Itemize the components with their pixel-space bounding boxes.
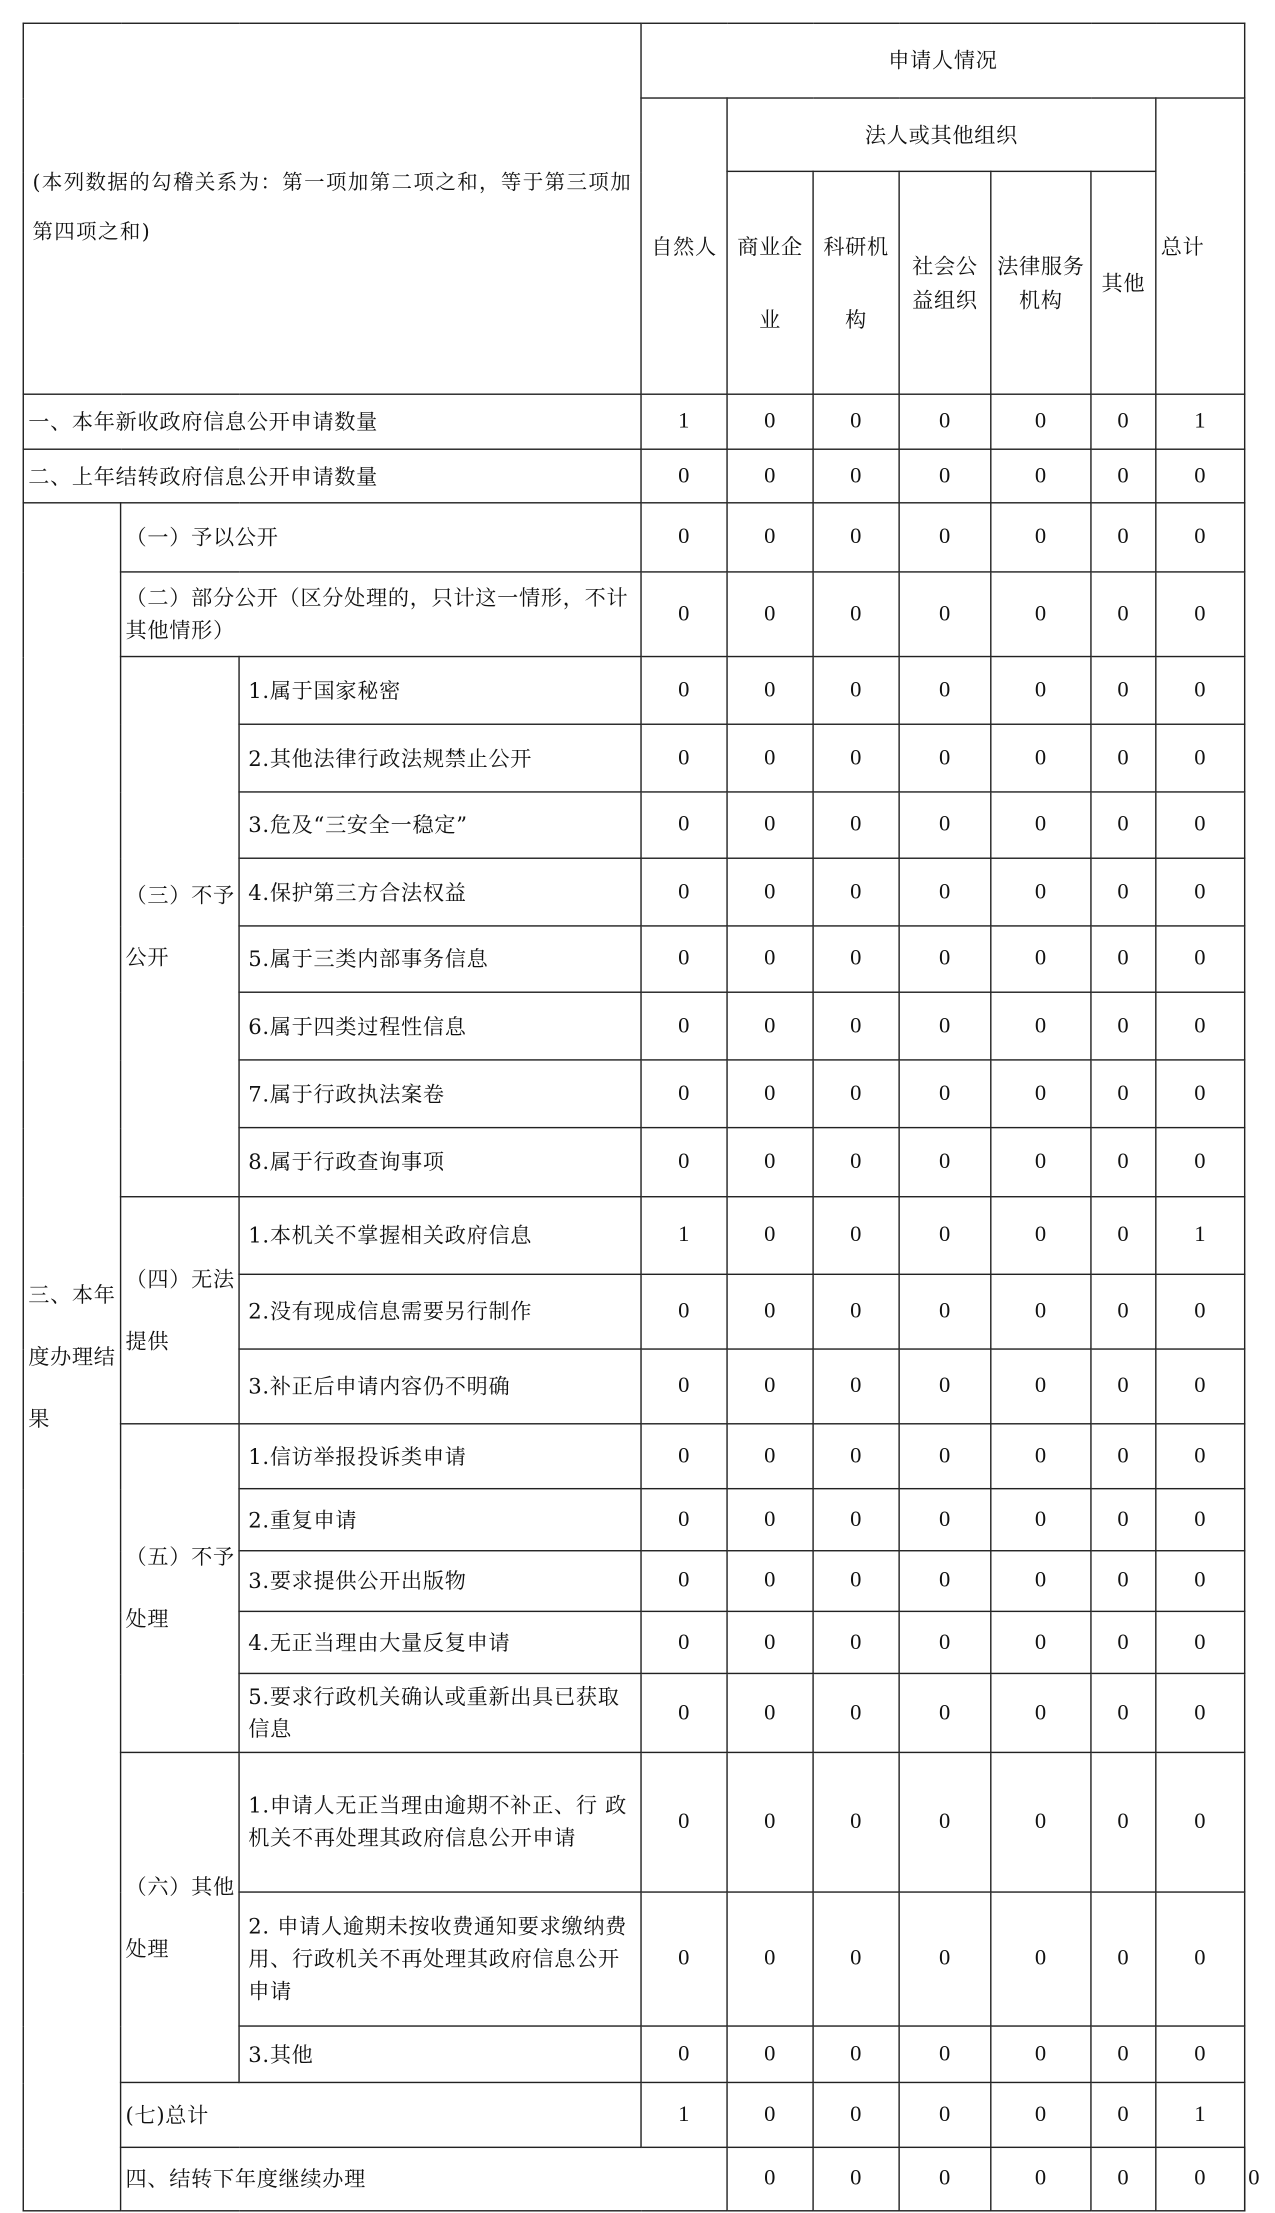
cell: 0 — [813, 858, 899, 926]
cell: 0 — [899, 1489, 991, 1551]
cell: 0 — [1091, 2082, 1156, 2147]
row-label: 1.信访举报投诉类申请 — [239, 1424, 641, 1489]
header-note: (本列数据的勾稽关系为：第一项加第二项之和，等于第三项加第四项之和) — [23, 23, 641, 394]
cell: 0 — [1091, 1611, 1156, 1673]
cell: 0 — [991, 1197, 1091, 1275]
row-label: 5.属于三类内部事务信息 — [239, 926, 641, 992]
cell: 0 — [641, 1349, 727, 1424]
cell: 0 — [727, 1673, 813, 1752]
row-label: 4.保护第三方合法权益 — [239, 858, 641, 926]
cell: 0 — [813, 503, 899, 572]
cell: 0 — [991, 1611, 1091, 1673]
cell: 0 — [1156, 1892, 1245, 2026]
cell: 0 — [727, 1489, 813, 1551]
cell: 0 — [727, 1752, 813, 1892]
cell: 0 — [899, 1349, 991, 1424]
cell: 0 — [1091, 1489, 1156, 1551]
cell: 0 — [1091, 2026, 1156, 2082]
header-total: 总计 — [1156, 98, 1245, 394]
cell: 0 — [813, 449, 899, 503]
cell: 0 — [727, 1060, 813, 1128]
cell: 0 — [813, 2026, 899, 2082]
cell: 0 — [991, 858, 1091, 926]
group-label: （五）不予处理 — [121, 1424, 239, 1753]
row-g1 — [23, 503, 1244, 572]
cell: 0 — [1091, 1424, 1156, 1489]
cell: 0 — [813, 1060, 899, 1128]
cell: 0 — [1156, 1551, 1245, 1612]
row-label: 1.本机关不掌握相关政府信息 — [239, 1197, 641, 1275]
row-s1 — [23, 394, 1244, 449]
cell: 0 — [641, 572, 727, 657]
cell: 0 — [991, 1128, 1091, 1197]
cell: 0 — [899, 1551, 991, 1612]
cell: 0 — [899, 1752, 991, 1892]
cell: 0 — [1156, 1489, 1245, 1551]
header-applicant-group: 申请人情况 — [641, 23, 1245, 98]
cell: 0 — [1156, 449, 1245, 503]
cell: 0 — [813, 1611, 899, 1673]
cell: 0 — [727, 2026, 813, 2082]
cell: 0 — [641, 1060, 727, 1128]
cell: 0 — [991, 1060, 1091, 1128]
cell: 0 — [727, 1611, 813, 1673]
cell: 0 — [1091, 1128, 1156, 1197]
row-label: 5.要求行政机关确认或重新出具已获取信息 — [239, 1673, 641, 1752]
row-label: 4.无正当理由大量反复申请 — [239, 1611, 641, 1673]
cell: 0 — [813, 1551, 899, 1612]
cell: 0 — [641, 1611, 727, 1673]
cell: 0 — [813, 657, 899, 725]
cell: 0 — [991, 572, 1091, 657]
cell: 0 — [641, 1752, 727, 1892]
row-label: 一、本年新收政府信息公开申请数量 — [23, 394, 641, 449]
cell: 0 — [899, 503, 991, 572]
cell: 0 — [899, 1274, 991, 1349]
cell: 0 — [641, 503, 727, 572]
row-label: （二）部分公开（区分处理的，只计这一情形，不计其他情形） — [121, 572, 641, 657]
row-label: 1.属于国家秘密 — [239, 657, 641, 725]
cell: 0 — [641, 1274, 727, 1349]
header-welfare: 社会公益组织 — [899, 171, 991, 394]
cell: 1 — [1156, 1197, 1245, 1275]
cell: 0 — [1091, 1551, 1156, 1612]
cell: 0 — [991, 1489, 1091, 1551]
cell: 0 — [899, 1197, 991, 1275]
cell: 0 — [991, 1424, 1091, 1489]
cell: 0 — [1156, 792, 1245, 858]
cell: 0 — [991, 926, 1091, 992]
cell: 0 — [641, 1128, 727, 1197]
cell: 0 — [641, 724, 727, 792]
cell: 0 — [899, 1424, 991, 1489]
row-label: （一）予以公开 — [121, 503, 641, 572]
row-s2 — [23, 449, 1244, 503]
cell: 0 — [727, 792, 813, 858]
cell: 0 — [1091, 1349, 1156, 1424]
cell: 0 — [899, 1611, 991, 1673]
row-label: 2.其他法律行政法规禁止公开 — [239, 724, 641, 792]
cell: 1 — [641, 2082, 727, 2147]
cell: 0 — [641, 926, 727, 992]
cell: 0 — [1156, 724, 1245, 792]
cell: 0 — [899, 1673, 991, 1752]
cell: 0 — [899, 926, 991, 992]
cell: 0 — [1091, 572, 1156, 657]
cell: 0 — [641, 1892, 727, 2026]
cell: 0 — [813, 1892, 899, 2026]
cell: 0 — [813, 792, 899, 858]
cell: 0 — [899, 1892, 991, 2026]
cell: 0 — [813, 572, 899, 657]
cell: 0 — [813, 1349, 899, 1424]
cell: 0 — [641, 1551, 727, 1612]
section-3-label: 三、本年度办理结果 — [23, 503, 120, 2211]
cell: 0 — [899, 2026, 991, 2082]
cell: 0 — [899, 1128, 991, 1197]
cell: 0 — [727, 1274, 813, 1349]
cell: 0 — [1091, 926, 1156, 992]
cell: 0 — [1156, 1128, 1245, 1197]
cell: 0 — [1156, 926, 1245, 992]
cell: 0 — [1091, 503, 1156, 572]
row-label: 3.危及“三安全一稳定” — [239, 792, 641, 858]
cell: 0 — [727, 1197, 813, 1275]
cell: 0 — [991, 394, 1091, 449]
cell: 0 — [641, 449, 727, 503]
cell: 0 — [1156, 1349, 1245, 1424]
cell: 0 — [813, 1752, 899, 1892]
row-label: 1.申请人无正当理由逾期不补正、行 政机关不再处理其政府信息公开申请 — [239, 1752, 641, 1892]
cell: 0 — [899, 1060, 991, 1128]
cell: 0 — [727, 724, 813, 792]
cell: 0 — [727, 2082, 813, 2147]
cell: 0 — [991, 992, 1091, 1060]
cell: 0 — [899, 2147, 991, 2210]
disclosure-table — [23, 23, 1261, 2212]
row-label: 2. 申请人逾期未按收费通知要求缴纳费用、行政机关不再处理其政府信息公开申请 — [239, 1892, 641, 2026]
cell: 0 — [1091, 1197, 1156, 1275]
cell: 0 — [727, 503, 813, 572]
cell: 0 — [991, 2026, 1091, 2082]
row-label: 7.属于行政执法案卷 — [239, 1060, 641, 1128]
cell: 0 — [991, 2082, 1091, 2147]
row-label: 3.补正后申请内容仍不明确 — [239, 1349, 641, 1424]
cell: 0 — [899, 2082, 991, 2147]
row-g2 — [23, 572, 1244, 657]
header-natural-person: 自然人 — [641, 98, 727, 394]
cell: 0 — [727, 572, 813, 657]
cell: 0 — [899, 724, 991, 792]
header-legal-service: 法律服务机构 — [991, 171, 1091, 394]
cell: 0 — [641, 1489, 727, 1551]
cell: 0 — [641, 657, 727, 725]
cell: 0 — [1091, 1673, 1156, 1752]
cell: 0 — [1091, 1274, 1156, 1349]
cell: 0 — [727, 657, 813, 725]
cell: 0 — [899, 394, 991, 449]
group-label: （三）不予公开 — [121, 657, 239, 1197]
header-row-1 — [23, 23, 1244, 98]
cell: 0 — [991, 792, 1091, 858]
cell: 0 — [1091, 657, 1156, 725]
row-g7 — [23, 2082, 1244, 2147]
cell: 1 — [641, 394, 727, 449]
cell: 0 — [813, 1489, 899, 1551]
cell: 0 — [1091, 858, 1156, 926]
cell: 0 — [813, 926, 899, 992]
cell: 0 — [991, 449, 1091, 503]
cell: 0 — [727, 1551, 813, 1612]
cell: 0 — [1156, 1060, 1245, 1128]
cell: 0 — [1156, 1752, 1245, 1892]
cell: 0 — [1156, 858, 1245, 926]
cell: 0 — [1156, 1611, 1245, 1673]
cell: 0 — [641, 1424, 727, 1489]
cell: 0 — [727, 449, 813, 503]
cell: 0 — [991, 1274, 1091, 1349]
cell: 0 — [991, 1551, 1091, 1612]
header-other: 其他 — [1091, 171, 1156, 394]
row-g5-1 — [23, 1424, 1244, 1489]
cell: 0 — [1091, 792, 1156, 858]
cell: 0 — [1156, 2026, 1245, 2082]
cell: 0 — [641, 1673, 727, 1752]
cell: 0 — [991, 503, 1091, 572]
row-label: 3.要求提供公开出版物 — [239, 1551, 641, 1612]
cell: 0 — [727, 926, 813, 992]
cell: 0 — [1156, 2147, 1245, 2210]
cell: 0 — [813, 1274, 899, 1349]
cell: 1 — [1156, 394, 1245, 449]
cell: 0 — [1156, 1424, 1245, 1489]
cell: 0 — [1091, 1892, 1156, 2026]
cell: 1 — [641, 1197, 727, 1275]
header-business: 商业企业 — [727, 171, 813, 394]
cell: 0 — [727, 992, 813, 1060]
cell: 0 — [991, 1752, 1091, 1892]
row-label: 2.重复申请 — [239, 1489, 641, 1551]
row-label: 8.属于行政查询事项 — [239, 1128, 641, 1197]
cell: 0 — [813, 394, 899, 449]
cell: 0 — [1091, 449, 1156, 503]
group-label: （四）无法提供 — [121, 1197, 239, 1424]
cell: 0 — [727, 1128, 813, 1197]
cell: 0 — [991, 1892, 1091, 2026]
cell: 0 — [899, 449, 991, 503]
cell: 0 — [1091, 394, 1156, 449]
cell: 0 — [813, 2147, 899, 2210]
header-research: 科研机构 — [813, 171, 899, 394]
cell: 0 — [813, 1673, 899, 1752]
row-label: 四、结转下年度继续办理 — [121, 2147, 727, 2210]
row-s4: 四、结转下年度继续办理 0 0 0 0 0 0 0 — [23, 2147, 1244, 2210]
cell: 0 — [1091, 1752, 1156, 1892]
cell: 0 — [1156, 657, 1245, 725]
cell: 0 — [727, 1424, 813, 1489]
row-g4-1 — [23, 1197, 1244, 1275]
cell: 0 — [1091, 1060, 1156, 1128]
cell: 0 — [899, 657, 991, 725]
cell: 0 — [991, 657, 1091, 725]
cell: 0 — [899, 992, 991, 1060]
cell: 0 — [641, 858, 727, 926]
group-label: （六）其他处理 — [121, 1752, 239, 2082]
row-g6-1 — [23, 1752, 1244, 1892]
cell: 1 — [1156, 2082, 1245, 2147]
cell: 0 — [1156, 572, 1245, 657]
cell: 0 — [1156, 1673, 1245, 1752]
cell: 0 — [1091, 724, 1156, 792]
cell: 0 — [1091, 2147, 1156, 2210]
cell: 0 — [1156, 503, 1245, 572]
cell: 0 — [991, 1673, 1091, 1752]
cell: 0 — [727, 858, 813, 926]
cell: 0 — [727, 1349, 813, 1424]
header-legal-group: 法人或其他组织 — [727, 98, 1156, 171]
cell: 0 — [813, 724, 899, 792]
row-label: 2.没有现成信息需要另行制作 — [239, 1274, 641, 1349]
cell: 0 — [991, 724, 1091, 792]
cell: 0 — [991, 1349, 1091, 1424]
cell: 0 — [813, 1128, 899, 1197]
cell: 0 — [727, 1892, 813, 2026]
cell: 0 — [813, 1197, 899, 1275]
cell: 0 — [1156, 992, 1245, 1060]
row-label: 3.其他 — [239, 2026, 641, 2082]
cell: 0 — [991, 2147, 1091, 2210]
row-g3-1 — [23, 657, 1244, 725]
cell: 0 — [641, 792, 727, 858]
cell: 0 — [899, 572, 991, 657]
row-label: (七)总计 — [121, 2082, 641, 2147]
cell: 0 — [727, 2147, 813, 2210]
row-label: 二、上年结转政府信息公开申请数量 — [23, 449, 641, 503]
cell: 0 — [641, 992, 727, 1060]
cell: 0 — [1091, 992, 1156, 1060]
cell: 0 — [813, 1424, 899, 1489]
cell: 0 — [641, 2026, 727, 2082]
cell: 0 — [813, 2082, 899, 2147]
row-label: 6.属于四类过程性信息 — [239, 992, 641, 1060]
cell: 0 — [899, 792, 991, 858]
cell: 0 — [899, 858, 991, 926]
cell: 0 — [1156, 1274, 1245, 1349]
cell: 0 — [813, 992, 899, 1060]
cell: 0 — [727, 394, 813, 449]
